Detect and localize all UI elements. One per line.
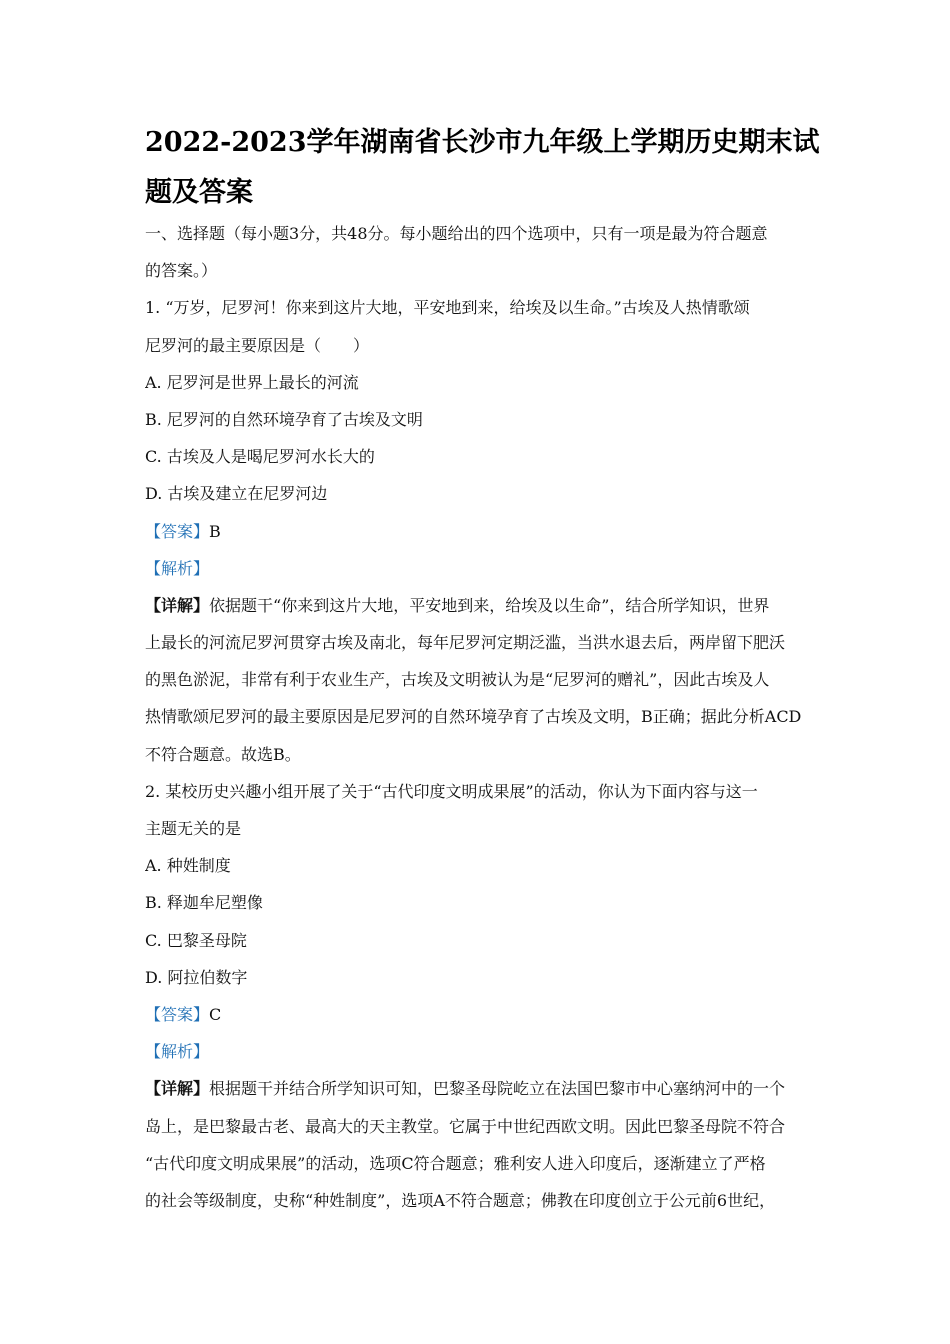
line-text: 尼罗河的最主要原因是（ ）	[145, 335, 370, 355]
line-text: 1. “万岁，尼罗河！你来到这片大地，平安地到来，给埃及以生命。”古埃及人热情歌颂	[145, 298, 750, 318]
line-text: 岛上，是巴黎最古老、最高大的天主教堂。它属于中世纪西欧文明。因此巴黎圣母院不符合	[145, 1116, 786, 1136]
line-text: 依据题干“你来到这片大地，平安地到来，给埃及以生命”，结合所学知识，世界	[209, 595, 770, 615]
text-line	[145, 922, 815, 959]
text-line	[145, 736, 815, 773]
text-line	[145, 475, 815, 512]
line-text: A. 尼罗河是世界上最长的河流	[145, 372, 359, 392]
line-text: C	[209, 1004, 222, 1024]
line-text: B. 尼罗河的自然环境孕育了古埃及文明	[145, 409, 423, 429]
text-line	[145, 661, 815, 698]
answer-tag: 【答案】	[145, 521, 210, 541]
text-line	[145, 810, 815, 847]
line-text: 的黑色淤泥，非常有利于农业生产，古埃及文明被认为是“尼罗河的赠礼”，因此古埃及人	[145, 670, 770, 690]
line-text: A. 种姓制度	[145, 856, 231, 876]
text-line	[145, 587, 815, 624]
line-text: 不符合题意。故选B。	[145, 744, 301, 764]
text-line	[145, 1108, 815, 1145]
text-line	[145, 1070, 815, 1107]
text-line	[145, 513, 815, 550]
line-text: 2. 某校历史兴趣小组开展了关于“古代印度文明成果展”的活动，你认为下面内容与这一	[145, 781, 758, 801]
line-text: D. 阿拉伯数字	[145, 967, 248, 987]
text-line	[145, 996, 815, 1033]
text-line	[145, 438, 815, 475]
text-line	[145, 959, 815, 996]
line-text: B. 释迦牟尼塑像	[145, 893, 263, 913]
text-line	[145, 327, 815, 364]
line-text: D. 古埃及建立在尼罗河边	[145, 484, 328, 504]
text-line	[145, 550, 815, 587]
document-title: 2022-2023学年湖南省长沙市九年级上学期历史期末试题及答案	[145, 127, 820, 208]
text-line	[145, 364, 815, 401]
analysis-tag: 【解析】	[145, 558, 210, 578]
document-body	[145, 215, 815, 1219]
text-line	[145, 773, 815, 810]
text-line	[145, 847, 815, 884]
analysis-tag: 【解析】	[145, 1042, 210, 1062]
line-text: 主题无关的是	[145, 819, 242, 838]
text-line	[145, 624, 815, 661]
text-line	[145, 1182, 815, 1219]
line-text: 的社会等级制度，史称“种姓制度”，选项A不符合题意；佛教在印度创立于公元前6世纪，	[145, 1190, 776, 1210]
line-text: C. 古埃及人是喝尼罗河水长大的	[145, 447, 375, 467]
text-line	[145, 289, 815, 326]
answer-tag: 【答案】	[145, 1004, 210, 1024]
line-text: 的答案。）	[145, 261, 218, 281]
detail-tag: 【详解】	[145, 1079, 210, 1099]
line-text: 上最长的河流尼罗河贯穿古埃及南北，每年尼罗河定期泛滥，当洪水退去后，两岸留下肥沃	[145, 633, 786, 653]
line-text: “古代印度文明成果展”的活动，选项C符合题意；雅利安人进入印度后，逐渐建立了严格	[145, 1153, 766, 1173]
detail-tag: 【详解】	[145, 595, 210, 615]
text-line	[145, 401, 815, 438]
line-text: 一、选择题（每小题3分，共48分。每小题给出的四个选项中，只有一项是最为符合题意	[145, 224, 768, 243]
line-text: B	[209, 521, 221, 541]
line-text: C. 巴黎圣母院	[145, 930, 247, 950]
text-line	[145, 215, 815, 252]
text-line	[145, 252, 815, 289]
text-line	[145, 1145, 815, 1182]
line-text: 热情歌颂尼罗河的最主要原因是尼罗河的自然环境孕育了古埃及文明，B正确；据此分析ACD	[145, 707, 802, 727]
text-line	[145, 1033, 815, 1070]
text-line	[145, 698, 815, 735]
line-text: 根据题干并结合所学知识可知，巴黎圣母院屹立在法国巴黎市中心塞纳河中的一个	[209, 1079, 786, 1099]
text-line	[145, 884, 815, 921]
